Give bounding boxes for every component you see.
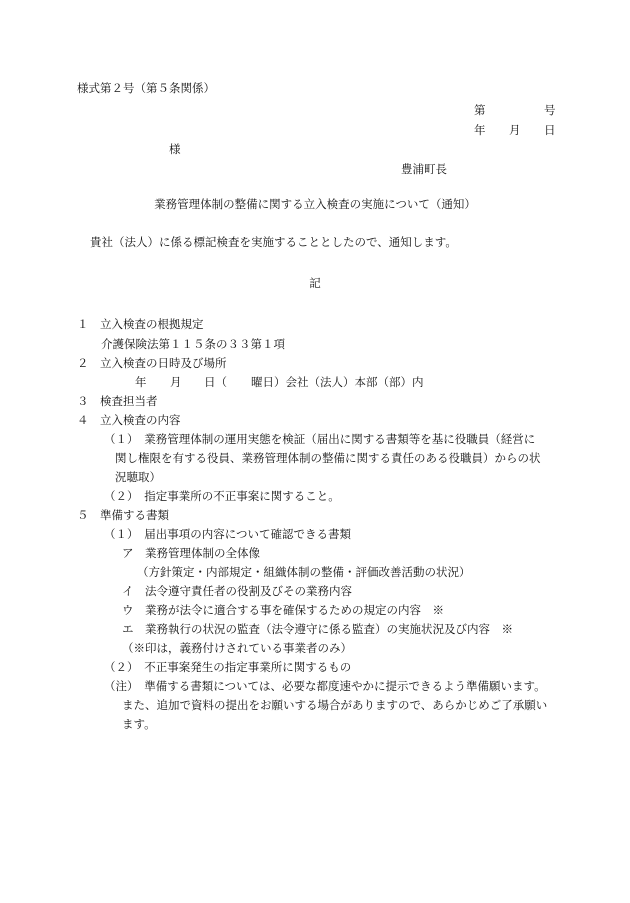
section-5-item-a: ア 業務管理体制の全体像: [122, 546, 260, 560]
section-5-item-1: （１） 届出事項の内容について確認できる書類: [104, 527, 352, 541]
section-4-item-2: （２） 指定事業所の不正事案に関すること。: [104, 489, 340, 503]
sender: 豊浦町長: [401, 162, 447, 176]
date-month: 月: [509, 123, 521, 137]
section-4-item-1-line-3: 況聴取）: [115, 470, 161, 484]
doc-number-suffix: 号: [544, 103, 556, 117]
doc-number-prefix: 第: [474, 103, 486, 117]
ki-heading: 記: [309, 276, 321, 290]
section-2-heading: ２ 立入検査の日時及び場所: [77, 356, 227, 370]
note-line-1: （注） 準備する書類については、必要な都度速やかに提示できるよう準備願います。: [104, 679, 546, 693]
document-title: 業務管理体制の整備に関する立入検査の実施について（通知）: [154, 197, 476, 211]
section-3-heading: ３ 検査担当者: [77, 394, 158, 408]
date-day: 日: [544, 123, 556, 137]
section-2-year: 年: [135, 375, 147, 389]
section-2-month: 月: [170, 375, 182, 389]
addressee: 様: [169, 142, 181, 156]
section-4-heading: ４ 立入検査の内容: [77, 413, 181, 427]
date-year: 年: [474, 123, 486, 137]
section-4-item-1-line-1: （１） 業務管理体制の運用実態を検証（届出に関する書類等を基に役職員（経営に: [104, 432, 536, 446]
note-line-2: また、追加で資料の提出をお願いする場合がありますので、あらかじめご了承願い: [122, 698, 548, 712]
intro-text: 貴社（法人）に係る標記検査を実施することとしたので、通知します。: [90, 235, 457, 249]
section-2-place: 曜日）会社（法人）本部（部）内: [251, 375, 424, 389]
note-line-3: ます。: [122, 717, 156, 731]
section-5-item-2: （２） 不正事案発生の指定事業所に関するもの: [104, 660, 352, 674]
section-5-item-e: エ 業務執行の状況の監査（法令遵守に係る監査）の実施状況及び内容 ※: [122, 622, 513, 636]
section-5-mark-note: （※印は，義務付けされている事業者のみ）: [122, 641, 352, 655]
section-5-item-a-sub: （方針策定・内部規定・組織体制の整備・評価改善活動の状況）: [137, 565, 471, 579]
section-5-item-i: イ 法令遵守責任者の役割及びその業務内容: [122, 584, 352, 598]
section-5-item-u: ウ 業務が法令に適合する事を確保するための規定の内容 ※: [122, 603, 444, 617]
section-1-heading: １ 立入検査の根拠規定: [77, 317, 204, 331]
form-number: 様式第２号（第５条関係）: [77, 81, 215, 95]
section-2-day: 日（: [204, 375, 227, 389]
section-1-body: 介護保険法第１１５条の３３第１項: [101, 337, 285, 351]
section-5-heading: ５ 準備する書類: [77, 508, 169, 522]
section-4-item-1-line-2: 関し権限を有する役員、業務管理体制の整備に関する責任のある役職員）からの状: [115, 451, 541, 465]
